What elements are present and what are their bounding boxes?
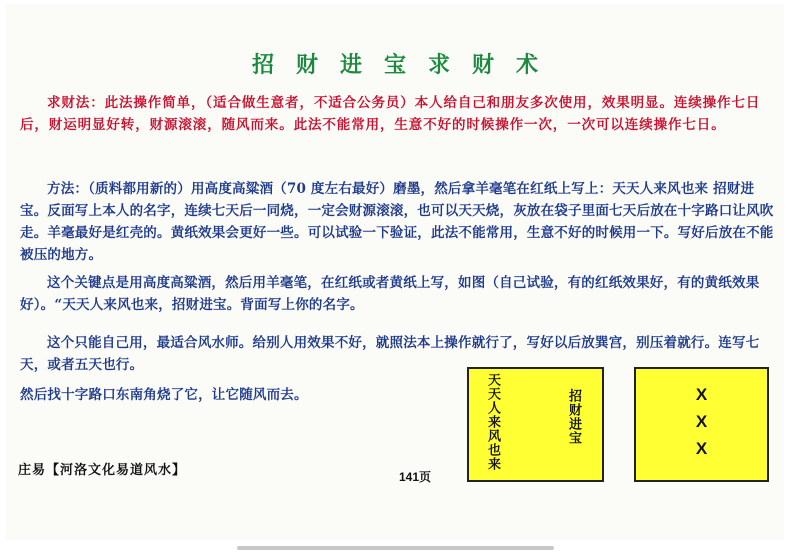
paper-side-text: 招财进宝 — [566, 389, 581, 445]
key-point-paragraph — [20, 272, 776, 316]
x-mark: X — [695, 385, 708, 404]
key-point-text: 这个关键点是用高度高粱酒，然后用羊毫笔，在红纸或者黄纸上写，如图（自己试验，有的红纸效果好，有的黄纸效果好）。“天天人来风也来，招财进宝。背面写上你的名字。 — [20, 275, 760, 313]
home-indicator-bar[interactable] — [237, 546, 554, 550]
x-mark: X — [695, 412, 708, 431]
paper-front-illustration — [467, 367, 604, 482]
paper-back-illustration — [634, 367, 769, 482]
burn-paragraph — [20, 384, 460, 406]
author-footer: 庄易【河洛文化易道风水】 — [18, 463, 187, 478]
method-paragraph — [20, 178, 776, 266]
method-text: 方法：（质料都用新的）用高度高粱酒（70 度左右最好）磨墨，然后拿羊毫笔在红纸上写上：天天人来风也来 招财进宝。反面写上本人的名字，连续七天后一同烧，一定会财源滚滚，也可以天天烧，灰放在袋子里面七天后放在十字路口让风吹走。羊毫最好是红壳的。黄纸效果会更好一些。可以试验一下验证，此法不能常用，生意不好的时候用一下。写好后放在不能被压的地方。 — [20, 181, 774, 263]
intro-paragraph — [20, 92, 776, 136]
x-mark: X — [695, 439, 708, 458]
x-marks — [636, 381, 767, 462]
burn-text: 然后找十字路口东南角烧了它，让它随风而去。 — [20, 387, 308, 403]
intro-text: 求财法：此法操作简单，（适合做生意者，不适合公务员）本人给自己和朋友多次使用，效果明显。连续操作七日后，财运明显好转，财源滚滚，随风而来。此法不能常用，生意不好的时候操作一次，一次可以连续操作七日。 — [20, 95, 761, 133]
page-number: 141页 — [399, 470, 432, 484]
paper-main-text: 天天人来风也来 — [485, 373, 500, 471]
document-page — [6, 4, 784, 540]
document-title: 招财进宝求财术 — [251, 52, 560, 78]
usage-text: 这个只能自己用，最适合风水师。给别人用效果不好，就照法本上操作就行了，写好以后放巽宫，别压着就行。连写七天，或者五天也行。 — [20, 335, 760, 373]
